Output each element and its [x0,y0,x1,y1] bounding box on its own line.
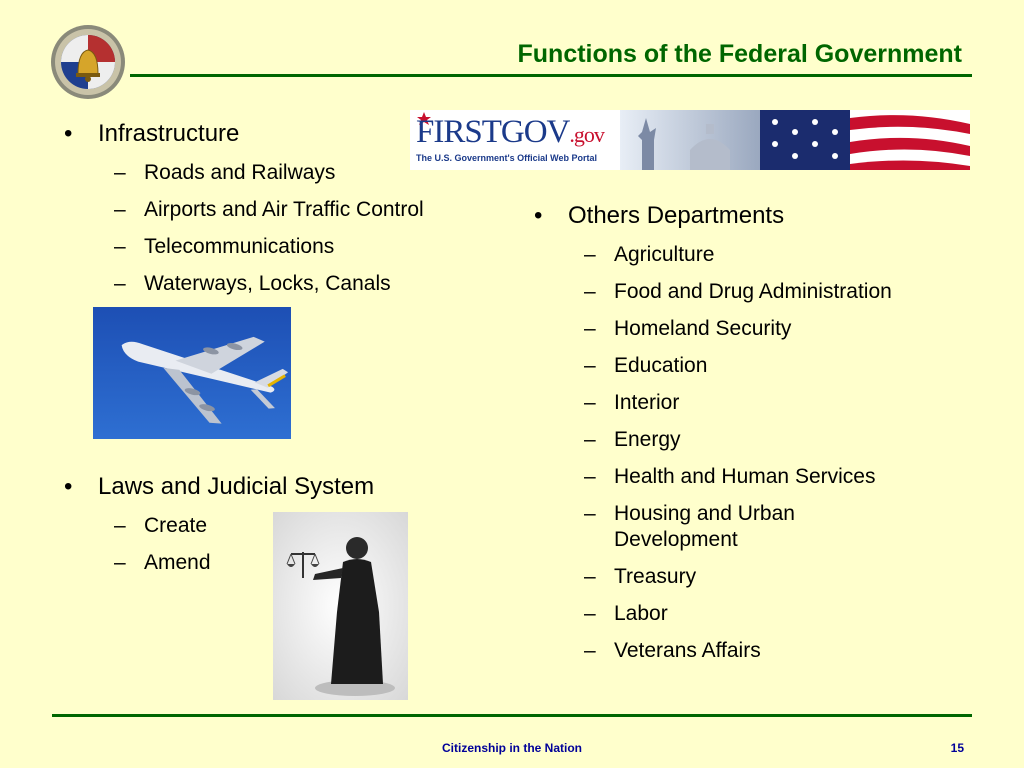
list-item: – Create [114,514,208,537]
merit-badge-logo [50,24,126,100]
list-item: – Health and Human Services [584,465,876,488]
list-item: – Veterans Affairs [584,639,761,662]
bullet-laws [52,472,472,502]
slide-title: Functions of the Federal Government [517,40,962,68]
bullet-marker: • [64,473,73,500]
banner-tagline: The U.S. Government's Official Web Portal [416,153,598,163]
departments-sublist [584,242,964,664]
infrastructure-sublist [114,160,512,297]
list-item: – Interior [584,391,680,414]
bullet-heading: Others Departments [568,202,785,229]
banner-brand: FIRSTGOV [416,114,570,150]
infrastructure-section [52,119,512,297]
list-item: – Education [584,354,708,377]
bullet-heading: Laws and Judicial System [98,473,375,500]
list-item: – Roads and Railways [114,161,336,184]
footer-divider [52,714,972,717]
list-item: – Airports and Air Traffic Control [114,198,424,221]
list-item: – Waterways, Locks, Canals [114,272,391,295]
bullet-marker: • [534,202,543,229]
list-item: – Treasury [584,565,697,588]
list-item: – Agriculture [584,243,715,266]
bullet-marker: • [64,120,73,147]
departments-section [522,201,982,664]
laws-section [52,472,472,576]
bullet-heading: Infrastructure [98,120,240,147]
list-item: – Food and Drug Administration [584,280,892,303]
title-divider [130,74,972,77]
slide-number: 15 [950,741,964,755]
list-item: – Labor [584,602,668,625]
list-item: – Amend [114,551,211,574]
judge-silhouette-photo [273,512,408,700]
bullet-infrastructure [52,119,512,149]
list-item: – Homeland Security [584,317,792,340]
list-item: – Energy [584,428,681,451]
list-item: – Telecommunications [114,235,335,258]
footer-title: Citizenship in the Nation [442,741,582,755]
bullet-departments [522,201,982,231]
airplane-photo [93,307,291,439]
list-item: – Housing and Urban Development [584,502,795,551]
banner-brand-suffix: .gov [569,122,604,147]
